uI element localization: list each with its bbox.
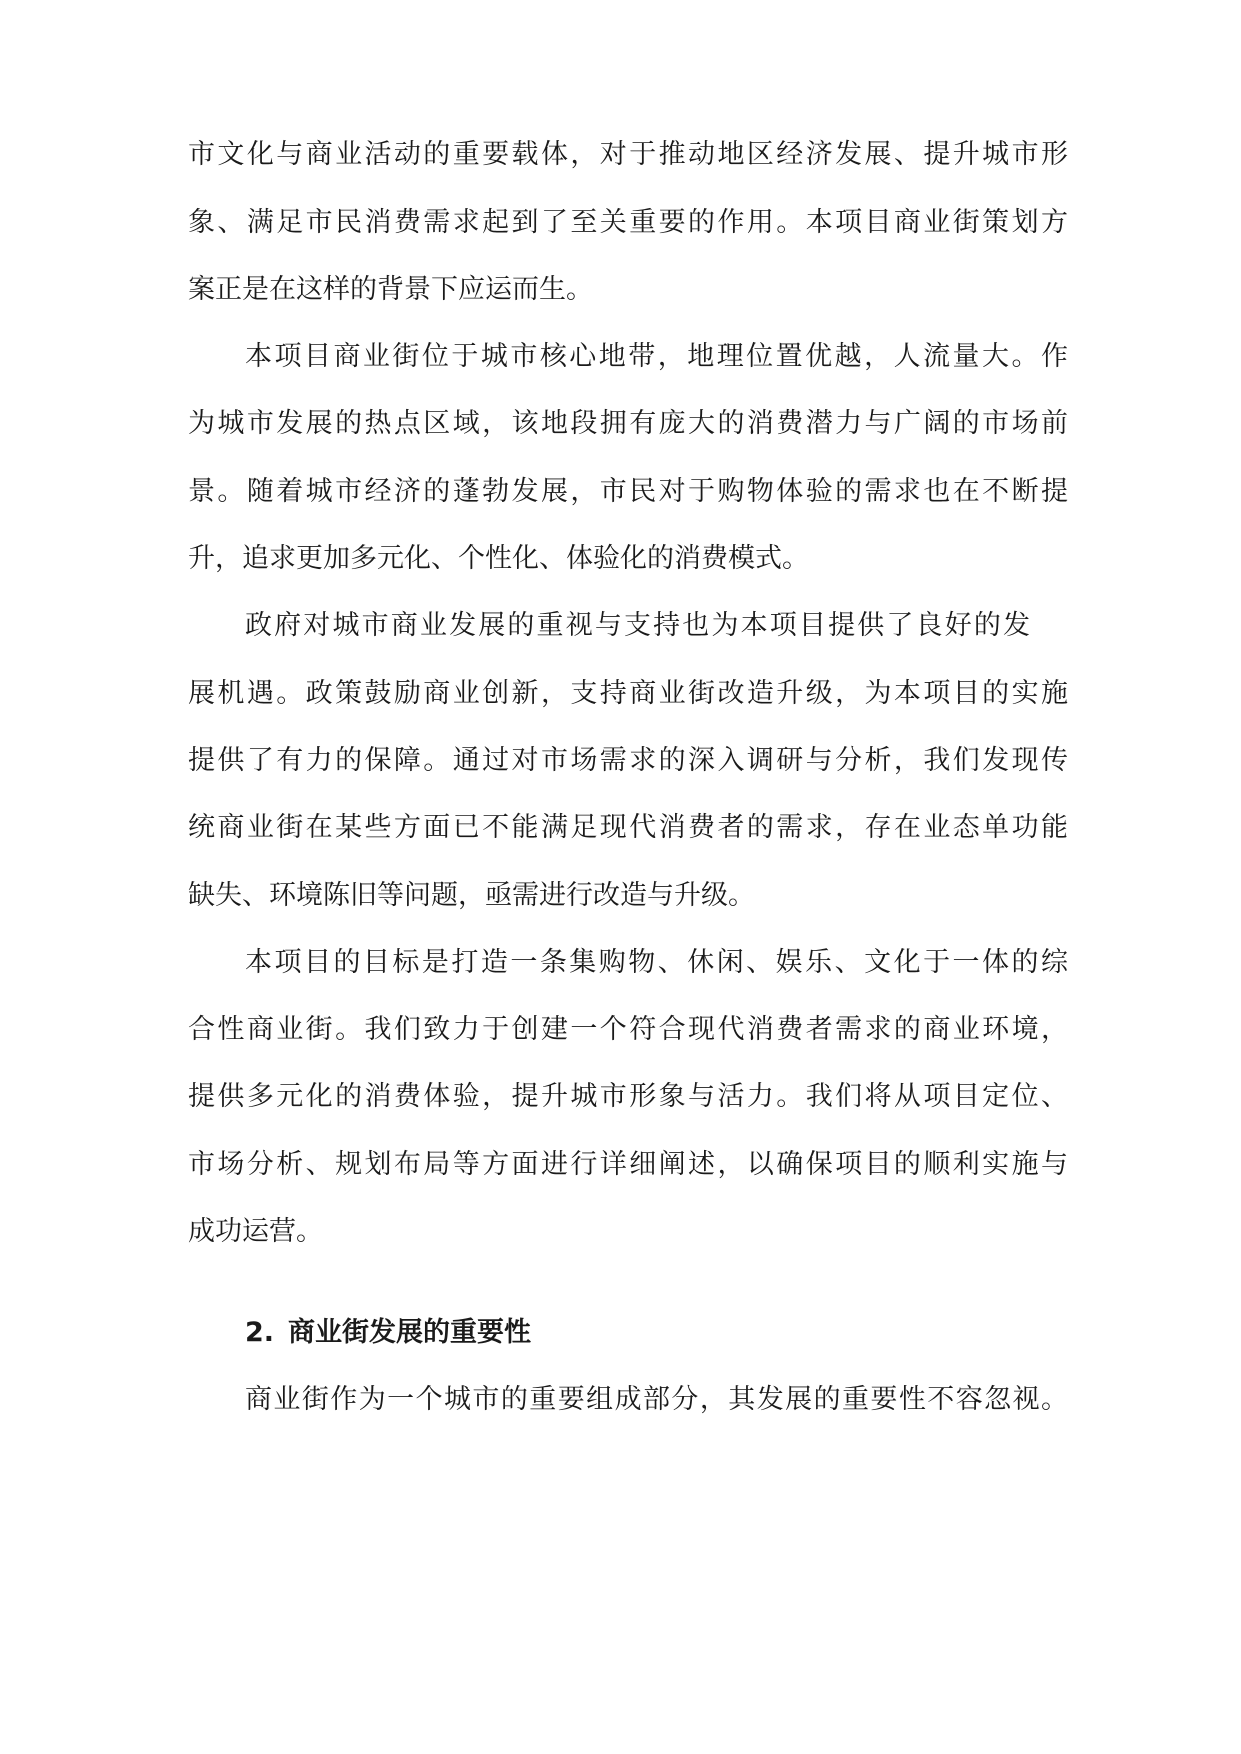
section-heading: [245, 1313, 531, 1353]
paragraph-line: 案正是在这样的背景下应运而生。: [188, 274, 593, 305]
paragraph-line: 本项目商业街位于城市核心地带，地理位置优越，人流量大。作: [245, 341, 1068, 372]
paragraph-line: 提供了有力的保障。通过对市场需求的深入调研与分析，我们发现传: [188, 745, 1068, 776]
paragraph-line: 缺失、环境陈旧等问题，亟需进行改造与升级。: [188, 880, 755, 911]
section-number: 2.: [245, 1317, 275, 1348]
paragraph-line: 合性商业街。我们致力于创建一个符合现代消费者需求的商业环境，: [188, 1014, 1068, 1045]
paragraph-line: 升，追求更加多元化、个性化、体验化的消费模式。: [188, 543, 809, 574]
paragraph-line: 市场分析、规划布局等方面进行详细阐述，以确保项目的顺利实施与: [188, 1149, 1068, 1180]
paragraph-line: 成功运营。: [188, 1216, 323, 1247]
paragraph-line: 政府对城市商业发展的重视与支持也为本项目提供了良好的发: [245, 610, 1030, 641]
paragraph-line: 为城市发展的热点区域，该地段拥有庞大的消费潜力与广阔的市场前: [188, 408, 1068, 439]
paragraph-line: 展机遇。政策鼓励商业创新，支持商业街改造升级，为本项目的实施: [188, 678, 1068, 709]
paragraph-line: 商业街作为一个城市的重要组成部分，其发展的重要性不容忽视。: [245, 1384, 1068, 1415]
paragraph-line: 统商业街在某些方面已不能满足现代消费者的需求，存在业态单功能: [188, 812, 1068, 843]
paragraph-line: 景。随着城市经济的蓬勃发展，市民对于购物体验的需求也在不断提: [188, 476, 1068, 507]
paragraph-line: 市文化与商业活动的重要载体，对于推动地区经济发展、提升城市形: [188, 139, 1068, 170]
paragraph-line: 本项目的目标是打造一条集购物、休闲、娱乐、文化于一体的综: [245, 947, 1068, 978]
section-title: 商业街发展的重要性: [288, 1317, 532, 1348]
paragraph-line: 象、满足市民消费需求起到了至关重要的作用。本项目商业街策划方: [188, 207, 1068, 238]
paragraph-line: 提供多元化的消费体验，提升城市形象与活力。我们将从项目定位、: [188, 1081, 1068, 1112]
